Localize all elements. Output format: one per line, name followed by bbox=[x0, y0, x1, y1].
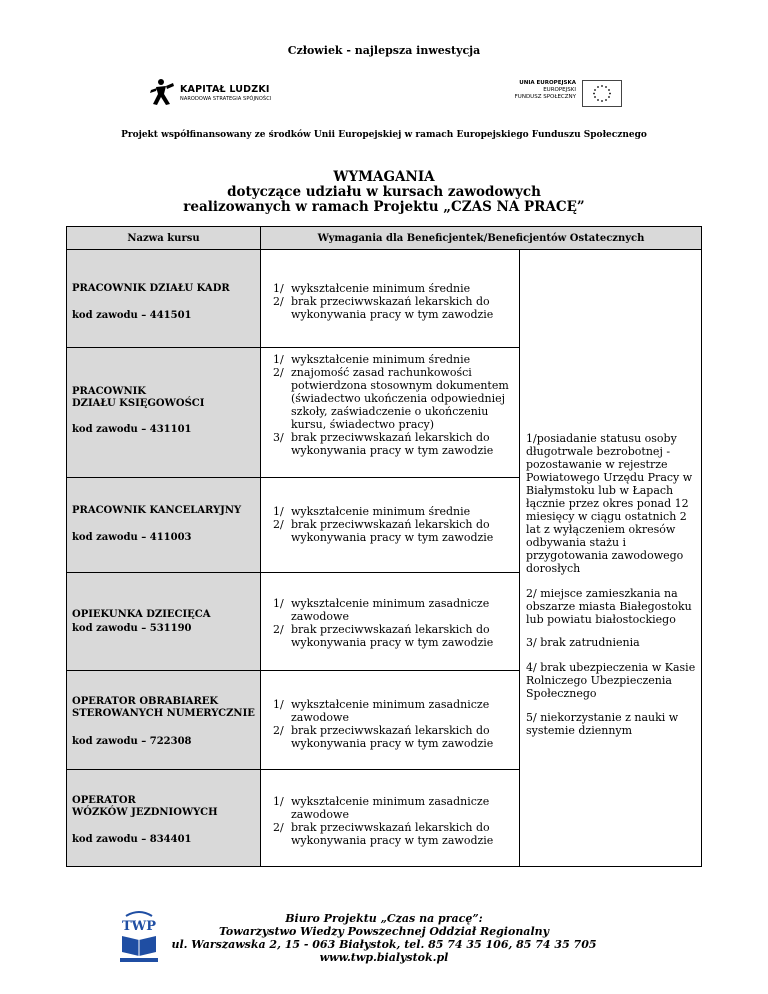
course-name: PRACOWNIK KANCELARYJNY bbox=[72, 505, 242, 516]
course-name-cell bbox=[66, 347, 261, 478]
kapital-ludzki-logo bbox=[148, 78, 278, 108]
requirement-item: 3/ brak przeciwwskazań lekarskich do wykonywania pracy w tym zawodzie bbox=[273, 431, 494, 457]
course-requirements-cell bbox=[260, 249, 520, 348]
requirement-item: 2/ znajomość zasad rachunkowości potwierdzona stosownym dokumentem (świadectwo ukończenia odpowiedniej szkoły, zaświadczenie o ukończeniu kursu, świadectwo pracy) bbox=[273, 366, 509, 431]
requirement-item: 1/ wykształcenie minimum zasadnicze zawodowe bbox=[273, 698, 490, 724]
course-requirements-cell bbox=[260, 572, 520, 671]
course-requirements-cell bbox=[260, 347, 520, 478]
requirement-item: 1/ wykształcenie minimum średnie bbox=[273, 505, 471, 518]
course-code: kod zawodu – 722308 bbox=[72, 736, 192, 747]
common-requirement-2: 2/ miejsce zamieszkania na obszarze miasta Białegostoku lub powiatu białostockiego bbox=[526, 587, 692, 626]
course-name-cell bbox=[66, 670, 261, 770]
col-header-requirements: Wymagania dla Beneficjentek/Beneficjentów Ostatecznych bbox=[260, 226, 702, 250]
course-code: kod zawodu – 531190 bbox=[72, 623, 192, 634]
course-code: kod zawodu – 431101 bbox=[72, 424, 192, 435]
course-name: OPIEKUNKA DZIECIĘCA bbox=[72, 609, 211, 620]
course-code: kod zawodu – 411003 bbox=[72, 532, 192, 543]
requirements-table bbox=[66, 226, 702, 867]
common-requirement-5: 5/ niekorzystanie z nauki w systemie dziennym bbox=[526, 711, 679, 737]
eu-line3: FUNDUSZ SPOŁECZNY bbox=[514, 94, 576, 100]
common-requirement-4: 4/ brak ubezpieczenia w Kasie Rolniczego Ubezpieczenia Społecznego bbox=[526, 661, 696, 700]
title-line3: realizowanych w ramach Projektu „CZAS NA PRACĘ” bbox=[183, 199, 585, 215]
eu-flag-icon bbox=[582, 80, 622, 107]
requirement-item: 1/ wykształcenie minimum zasadnicze zawodowe bbox=[273, 597, 490, 623]
course-name: PRACOWNIK DZIAŁU KSIĘGOWOŚCI bbox=[72, 386, 205, 409]
title-line1: WYMAGANIA bbox=[333, 169, 435, 185]
footer-address bbox=[0, 912, 768, 964]
course-name: OPERATOR WÓZKÓW JEZDNIOWYCH bbox=[72, 795, 218, 818]
kapital-ludzki-figure-icon bbox=[148, 78, 176, 108]
course-requirements-cell bbox=[260, 670, 520, 770]
course-requirements-cell bbox=[260, 477, 520, 573]
course-name-cell bbox=[66, 769, 261, 867]
course-name: PRACOWNIK DZIAŁU KADR bbox=[72, 283, 230, 294]
course-requirements-cell bbox=[260, 769, 520, 867]
eu-logo-text bbox=[515, 80, 576, 101]
requirement-item: 1/ wykształcenie minimum średnie bbox=[273, 282, 471, 295]
eu-line2: EUROPEJSKI bbox=[543, 87, 576, 93]
course-name: OPERATOR OBRABIAREK STEROWANYCH NUMERYCZNIE bbox=[72, 696, 255, 719]
requirement-item: 2/ brak przeciwwskazań lekarskich do wykonywania pracy w tym zawodzie bbox=[273, 295, 494, 321]
course-name-cell bbox=[66, 249, 261, 348]
requirement-item: 1/ wykształcenie minimum średnie bbox=[273, 353, 471, 366]
col-header-course: Nazwa kursu bbox=[66, 226, 261, 250]
project-cofinancing-line: Projekt współfinansowany ze środków Unii Europejskiej w ramach Europejskiego Funduszu Społecznego bbox=[121, 130, 647, 140]
title-line2: dotyczące udziału w kursach zawodowych bbox=[227, 184, 541, 200]
course-code: kod zawodu – 441501 bbox=[72, 310, 192, 321]
requirement-item: 2/ brak przeciwwskazań lekarskich do wykonywania pracy w tym zawodzie bbox=[273, 518, 494, 544]
footer-line1: Biuro Projektu „Czas na pracę”: bbox=[285, 912, 483, 925]
requirement-item: 2/ brak przeciwwskazań lekarskich do wykonywania pracy w tym zawodzie bbox=[273, 821, 494, 847]
eu-logo bbox=[510, 80, 622, 106]
course-name-cell bbox=[66, 572, 261, 671]
footer-line2: Towarzystwo Wiedzy Powszechnej Oddział Regionalny bbox=[218, 925, 550, 938]
common-requirement-1: 1/posiadanie statusu osoby długotrwale bezrobotnej - pozostawanie w rejestrze Powiatowego Urzędu Pracy w Białymstoku lub w Łapach łącznie przez okres ponad 12 miesięcy w ciągu ostatnich 2 lat z wyłączeniem okresów odbywania stażu i przygotowania zawodowego dorosłych bbox=[526, 432, 693, 575]
logo-kl-subtitle: NARODOWA STRATEGIA SPÓJNOŚCI bbox=[180, 96, 272, 102]
course-code: kod zawodu – 834401 bbox=[72, 834, 192, 845]
common-requirement-3: 3/ brak zatrudnienia bbox=[526, 636, 640, 649]
twp-logo-text: TWP bbox=[121, 919, 157, 934]
requirement-item: 1/ wykształcenie minimum zasadnicze zawodowe bbox=[273, 795, 490, 821]
course-name-cell bbox=[66, 477, 261, 573]
logo-kl-title: KAPITAŁ LUDZKI bbox=[180, 84, 270, 95]
slogan: Człowiek - najlepsza inwestycja bbox=[287, 44, 481, 57]
requirement-item: 2/ brak przeciwwskazań lekarskich do wykonywania pracy w tym zawodzie bbox=[273, 724, 494, 750]
eu-line1: UNIA EUROPEJSKA bbox=[519, 80, 576, 86]
requirement-item: 2/ brak przeciwwskazań lekarskich do wykonywania pracy w tym zawodzie bbox=[273, 623, 494, 649]
document-title bbox=[0, 170, 768, 215]
footer-website-link[interactable]: www.twp.bialystok.pl bbox=[319, 951, 449, 964]
footer-line3: ul. Warszawska 2, 15 - 063 Białystok, tel. 85 74 35 106, 85 74 35 705 bbox=[171, 938, 597, 951]
common-requirements-cell bbox=[519, 249, 702, 867]
